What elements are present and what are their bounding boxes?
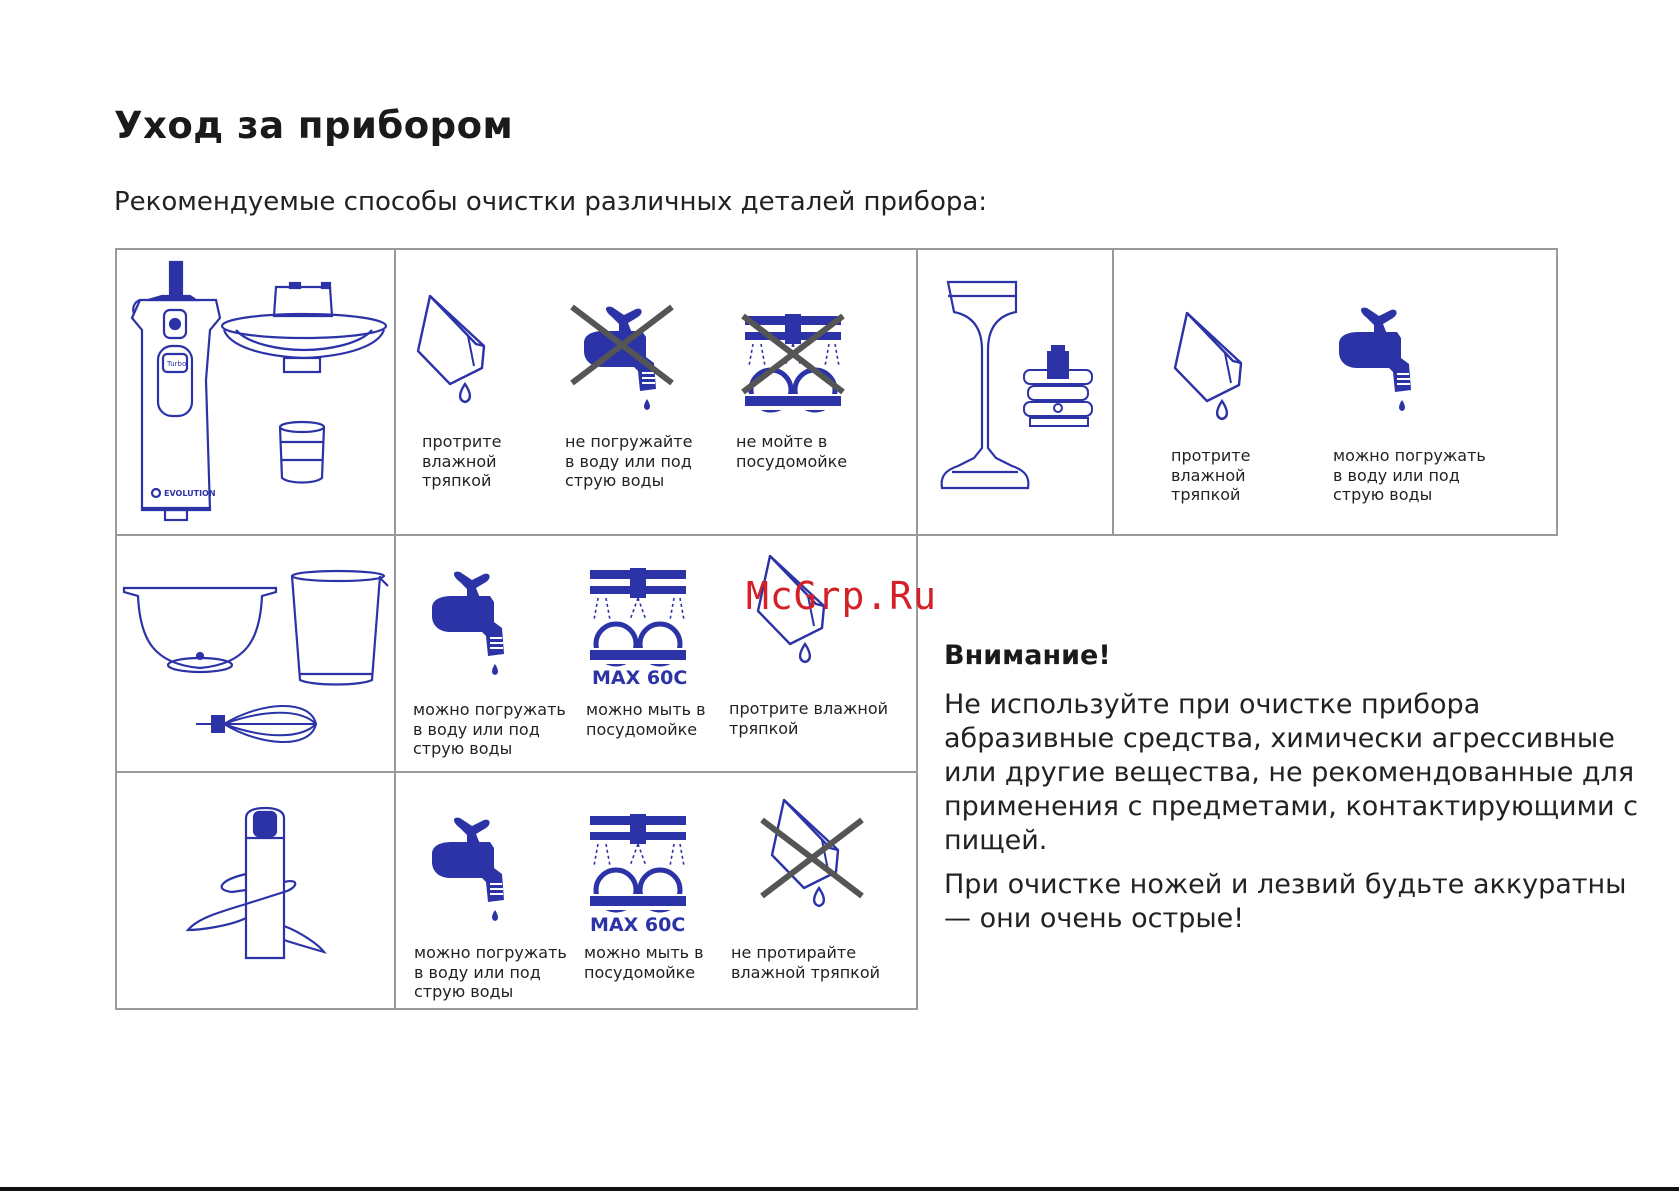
page-bottom-rule [0, 1187, 1679, 1191]
caption-bowls-cloth: протрите влажной тряпкой [729, 699, 889, 738]
cloth-icon [1175, 313, 1241, 419]
brand-label: EVOLUTION [164, 489, 216, 498]
measuring-cup-illustration [292, 571, 388, 685]
turbo-label: Turbo [167, 360, 187, 368]
max-temp-label: MAX 60C [592, 667, 688, 689]
chopper-lid-illustration [222, 283, 386, 372]
coupler-illustration [280, 422, 324, 483]
caption-leg-tap: можно погружать в воду или под струю воды [1333, 446, 1486, 504]
warning-heading: Внимание! [944, 640, 1111, 671]
warning-paragraph: Не используйте при очистке прибора абразивные средства, химически агрессивные или другие вещества, не рекомендованные для применения с предметами, контактирующими с пищей. [944, 689, 1638, 856]
dishwasher-icon [590, 814, 686, 910]
caption-motor-cloth: протрите влажной тряпкой [422, 432, 502, 490]
tap-crossed-icon [572, 307, 672, 410]
cloth-icon [418, 296, 484, 402]
dishwasher-crossed-icon [743, 314, 843, 410]
tap-icon [1339, 308, 1411, 411]
cloth-crossed-icon [762, 800, 862, 906]
watermark: McGrp.Ru [746, 574, 938, 618]
caption-blade-cloth: не протирайте влажной тряпкой [731, 943, 881, 982]
motor-unit-illustration [132, 262, 220, 520]
caption-blade-tap: можно погружать в воду или под струю воды [414, 943, 567, 1001]
whisk-illustration [196, 706, 316, 742]
caption-motor-dishwasher: не мойте в посудомойке [736, 432, 848, 471]
page-title: Уход за прибором [114, 104, 514, 147]
whisk-adapter-illustration [1024, 346, 1092, 426]
tap-icon [432, 818, 504, 921]
blender-leg-illustration [942, 282, 1029, 488]
tap-icon [432, 572, 504, 675]
caption-bowls-tap: можно погружать в воду или под струю воды [413, 700, 566, 758]
warning-blades-note: При очистке ножей и лезвий будьте аккуратны — они очень острые! [944, 869, 1627, 934]
chopper-blade-illustration [188, 808, 324, 958]
caption-leg-cloth: протрите влажной тряпкой [1171, 446, 1251, 504]
caption-blade-dishwasher: можно мыть в посудомойке [584, 943, 704, 982]
caption-bowls-dishwasher: можно мыть в посудомойке [586, 700, 706, 739]
chopper-bowl-illustration [124, 588, 276, 672]
max-temp-label: MAX 60C [590, 914, 686, 936]
caption-motor-tap: не погружайте в воду или под струю воды [565, 432, 693, 490]
page-subtitle: Рекомендуемые способы очистки различных деталей прибора: [114, 187, 988, 217]
dishwasher-icon [590, 568, 686, 664]
